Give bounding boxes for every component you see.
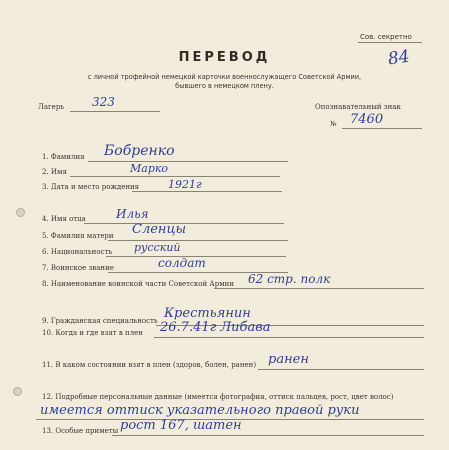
document-subtitle-line-2: бывшего в немецком плену.	[175, 82, 274, 90]
document-subtitle-line-1: с личной трофейной немецкой карточки военнослужащего Советской Армии,	[87, 73, 362, 81]
punch-hole-bottom	[13, 387, 22, 396]
civil-profession-label: 9. Гражданская специальность	[42, 317, 158, 325]
father-name-value: Илья	[116, 207, 149, 221]
birth-line	[132, 191, 282, 192]
special-marks-value: рост 167, шатен	[120, 418, 242, 433]
camp-value: 323	[92, 95, 115, 109]
tag-value: 7460	[350, 112, 384, 127]
captured-value: 26.7.41г Либава	[160, 320, 271, 335]
classification-stamp: Сов. секретно	[360, 33, 412, 41]
condition-value: ранен	[268, 352, 309, 367]
nationality-value: русский	[134, 241, 181, 254]
surname-value: Бобренко	[104, 143, 175, 159]
name-label: 2. Имя	[42, 168, 67, 176]
captured-line	[154, 337, 424, 338]
nationality-label: 6. Национальность	[42, 248, 113, 256]
mother-surname-value: Сленцы	[132, 222, 187, 237]
birth-value: 1921г	[168, 178, 202, 191]
name-line	[70, 176, 280, 177]
tag-line	[342, 128, 422, 129]
surname-label: 1. Фамилия	[42, 153, 85, 161]
camp-line	[70, 111, 160, 112]
unit-value: 62 стр. полк	[248, 272, 331, 286]
rank-value: солдат	[158, 256, 206, 270]
captured-label: 10. Когда и где взят в плен	[42, 329, 143, 337]
name-value: Марко	[130, 162, 169, 175]
personal-data-label: 12. Подробные персональные данные (имеется фотография, оттиск пальцев, рост, цвет волос)	[42, 393, 394, 401]
mother-surname-label: 5. Фамилия матери	[42, 232, 114, 240]
page-number: 84	[386, 46, 411, 70]
punch-hole-top	[16, 208, 25, 217]
tag-label: Опознавательный знак	[315, 103, 401, 111]
unit-label: 8. Наименование воинской части Советской Армии	[42, 280, 234, 288]
rank-label: 7. Воинское звание	[42, 264, 114, 272]
document-title: ПЕРЕВОД	[178, 50, 271, 65]
birth-label: 3. Дата и место рождения	[42, 183, 140, 191]
personal-data-value: имеется оттиск указательного правой руки	[40, 403, 360, 418]
classification-underline	[358, 42, 422, 43]
civil-profession-value: Крестьянин	[164, 306, 251, 321]
special-marks-label: 13. Особые приметы	[42, 427, 119, 435]
special-marks-line	[112, 435, 424, 436]
camp-label: Лагерь	[38, 103, 65, 111]
condition-line	[258, 369, 424, 370]
father-name-label: 4. Имя отца	[42, 215, 86, 223]
surname-line	[88, 161, 288, 162]
tag-number-sign: №	[330, 120, 337, 128]
condition-label: 11. В каком состоянии взят в плен (здоров, болен, ранен)	[42, 361, 257, 369]
unit-line	[214, 288, 424, 289]
